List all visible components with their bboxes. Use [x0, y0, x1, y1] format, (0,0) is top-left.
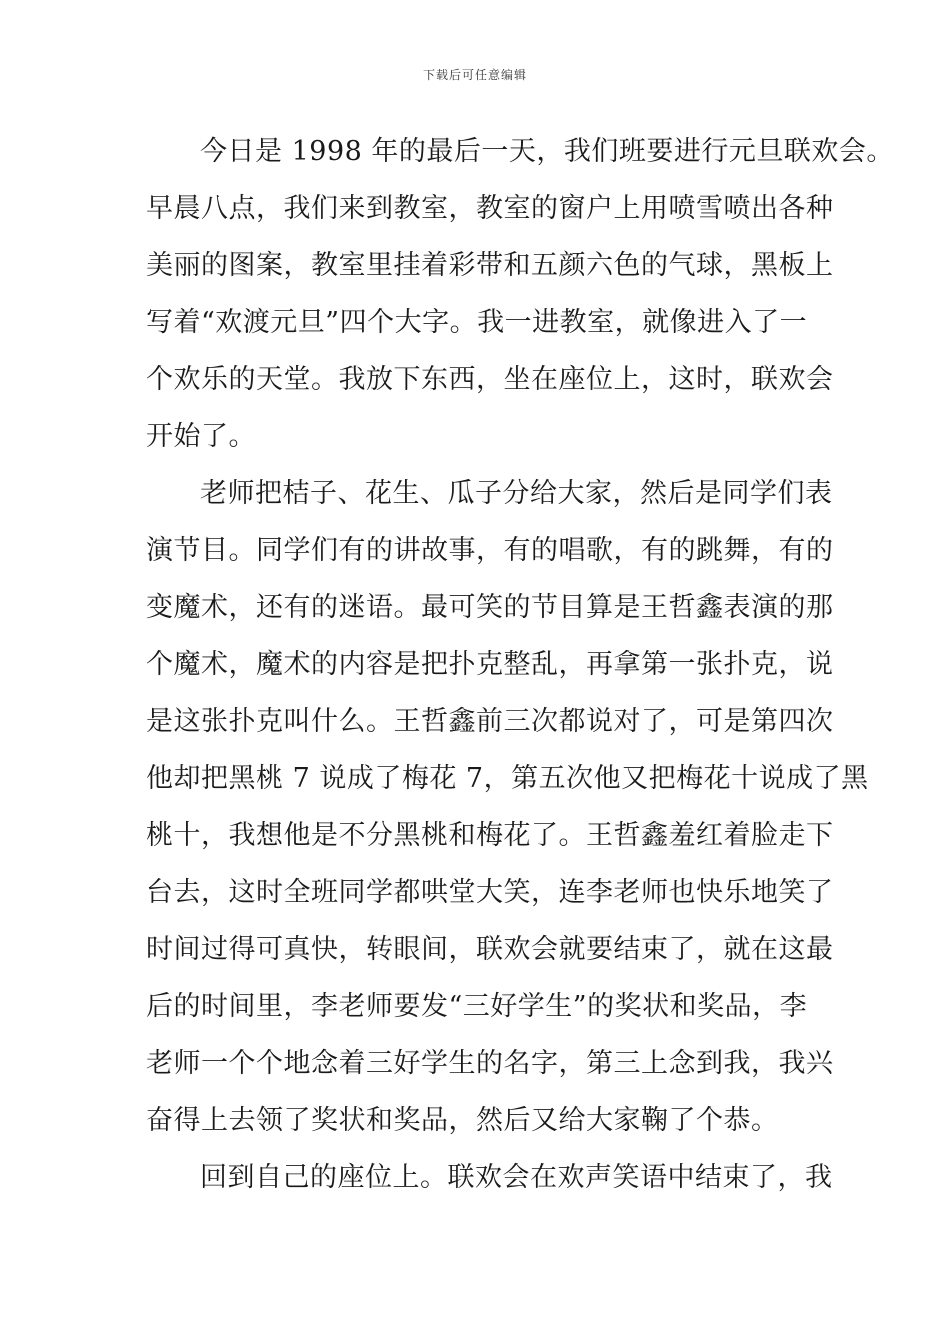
text-line: 演节目。同学们有的讲故事，有的唱歌，有的跳舞，有的 [146, 535, 834, 566]
text-line: 奋得上去领了奖状和奖品，然后又给大家鞠了个恭。 [146, 1105, 779, 1136]
text-line: 写着“欢渡元旦”四个大字。我一进教室，就像进入了一 [146, 307, 808, 338]
page-header: 下载后可任意编辑 [422, 68, 527, 82]
text-line: 个魔术，魔术的内容是把扑克整乱，再拿第一张扑克，说 [146, 649, 834, 680]
text-line: 今日是 1998 年的最后一天，我们班要进行元旦联欢会。 [200, 136, 894, 167]
text-line: 开始了。 [146, 421, 256, 452]
text-line: 是这张扑克叫什么。王哲鑫前三次都说对了，可是第四次 [146, 706, 834, 737]
text-line: 台去，这时全班同学都哄堂大笑，连李老师也快乐地笑了 [146, 877, 834, 908]
text-line: 桃十，我想他是不分黑桃和梅花了。王哲鑫羞红着脸走下 [146, 820, 834, 851]
text-line: 个欢乐的天堂。我放下东西，坐在座位上，这时，联欢会 [146, 364, 834, 395]
text-line: 早晨八点，我们来到教室，教室的窗户上用喷雪喷出各种 [146, 193, 834, 224]
text-line: 变魔术，还有的迷语。最可笑的节目算是王哲鑫表演的那 [146, 592, 834, 623]
text-line: 时间过得可真快，转眼间，联欢会就要结束了，就在这最 [146, 934, 834, 965]
text-line: 他却把黑桃 7 说成了梅花 7，第五次他又把梅花十说成了黑 [146, 763, 869, 794]
document-body [146, 130, 894, 1213]
text-line: 后的时间里，李老师要发“三好学生”的奖状和奖品，李 [146, 991, 808, 1022]
text-line: 回到自己的座位上。联欢会在欢声笑语中结束了，我 [200, 1162, 833, 1193]
text-line: 美丽的图案，教室里挂着彩带和五颜六色的气球，黑板上 [146, 250, 834, 281]
text-line: 老师一个个地念着三好学生的名字，第三上念到我，我兴 [146, 1048, 834, 1079]
text-line: 老师把桔子、花生、瓜子分给大家，然后是同学们表 [200, 478, 833, 509]
